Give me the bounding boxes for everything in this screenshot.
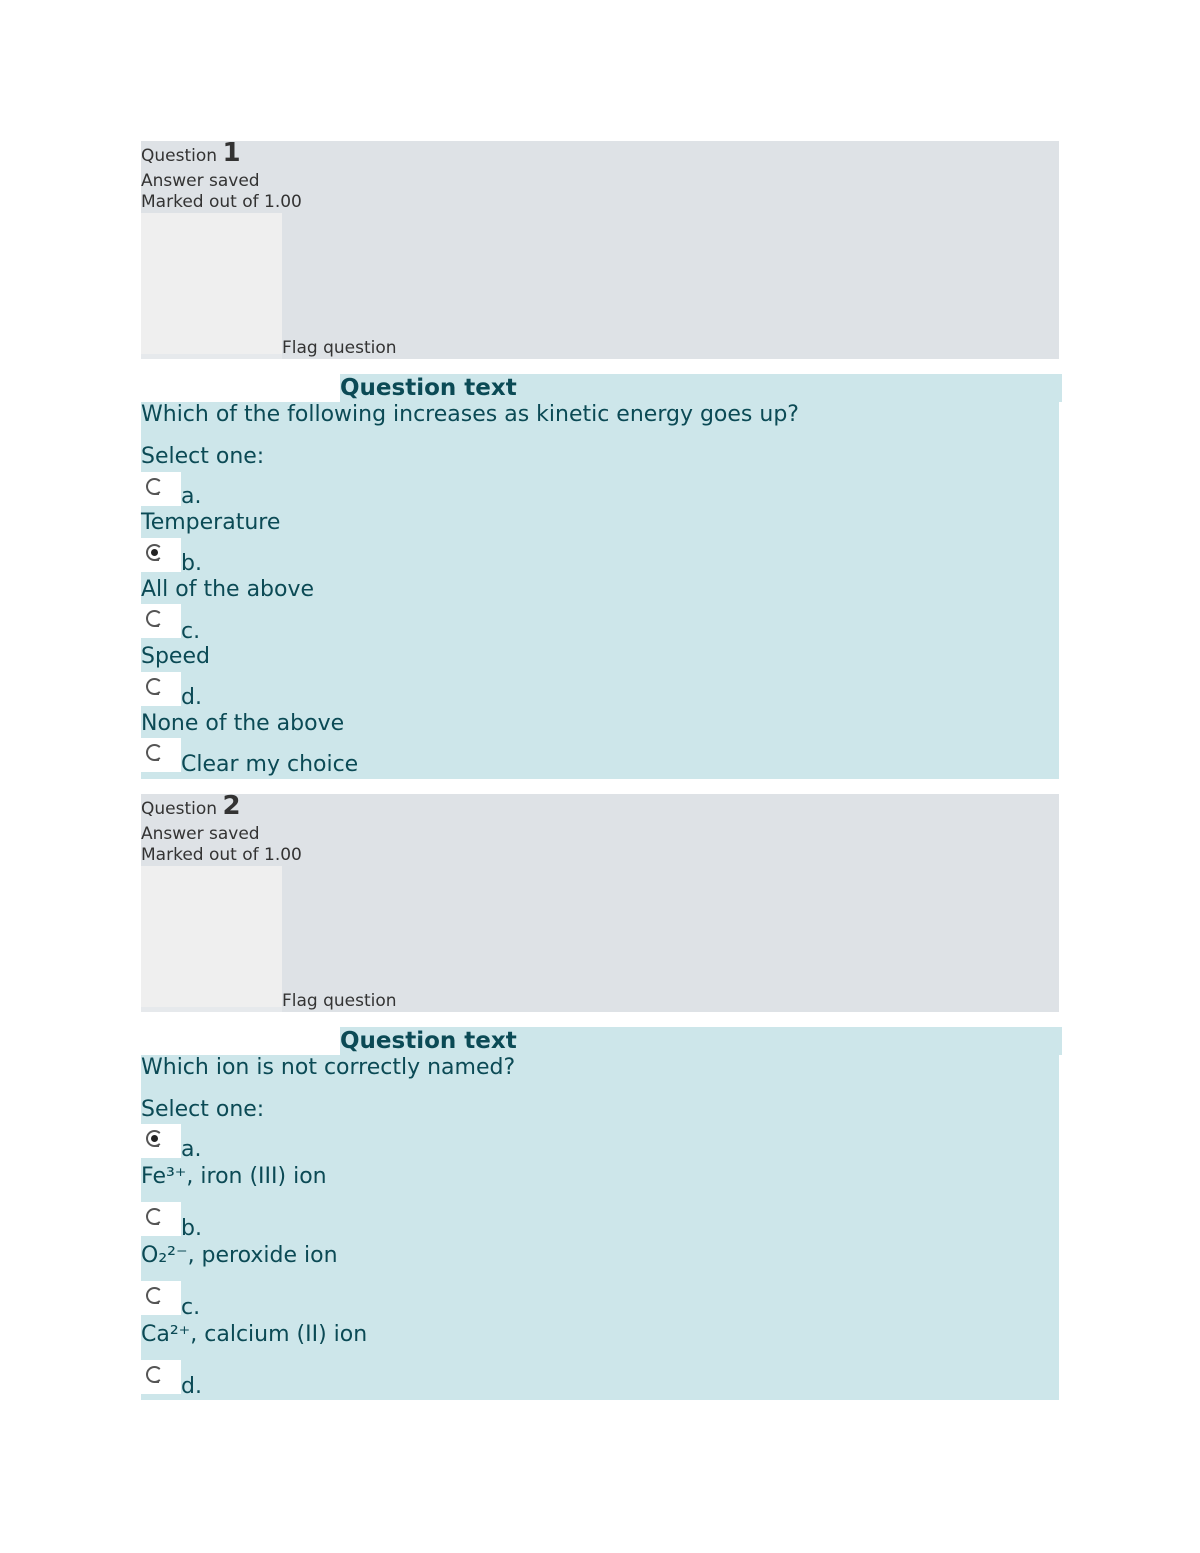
option-c-letter: c. xyxy=(181,619,201,644)
select-one-prompt: Select one: xyxy=(141,1097,265,1122)
option-a-radio[interactable] xyxy=(141,1124,181,1158)
question-1-info xyxy=(141,138,1059,359)
question-text-heading: Question text xyxy=(340,374,1062,402)
question-text: Which of the following increases as kinetic energy goes up? xyxy=(141,402,799,427)
option-d-radio[interactable] xyxy=(141,672,181,706)
option-c-radio[interactable] xyxy=(141,604,181,638)
question-number xyxy=(141,791,241,821)
clear-choice-radio[interactable] xyxy=(141,738,181,772)
radio-mark xyxy=(154,1302,159,1304)
question-number xyxy=(141,138,241,168)
option-a-text[interactable]: Temperature xyxy=(141,510,281,535)
option-c-text[interactable]: Speed xyxy=(141,644,210,669)
flag-question-link[interactable]: Flag question xyxy=(282,338,397,358)
grade-info: Marked out of 1.00 xyxy=(141,845,302,865)
radio-mark xyxy=(154,759,159,761)
option-b-letter: b. xyxy=(181,551,202,576)
option-c-radio[interactable] xyxy=(141,1281,181,1315)
question-text: Which ion is not correctly named? xyxy=(141,1055,516,1080)
question-text-heading: Question text xyxy=(340,1027,1062,1055)
flag-divider xyxy=(141,354,282,359)
question-2-info xyxy=(141,791,1059,1012)
radio-mark xyxy=(154,1145,159,1147)
radio-mark xyxy=(154,493,159,495)
radio-mark xyxy=(154,693,159,695)
title-spacer xyxy=(141,1027,340,1055)
question-2-content xyxy=(141,1027,1059,1400)
question-number-value: 1 xyxy=(222,138,241,168)
select-one-prompt: Select one: xyxy=(141,444,265,469)
option-b-radio[interactable] xyxy=(141,1202,181,1236)
flag-icon[interactable] xyxy=(141,866,282,1007)
flag-question-link[interactable]: Flag question xyxy=(282,991,397,1011)
option-a-radio[interactable] xyxy=(141,472,181,506)
flag-divider xyxy=(141,1007,282,1012)
answer-state: Answer saved xyxy=(141,824,260,844)
answer-state: Answer saved xyxy=(141,171,260,191)
radio-mark xyxy=(154,1223,159,1225)
radio-selected-dot xyxy=(151,1135,158,1142)
radio-mark xyxy=(154,1381,159,1383)
option-d-letter: d. xyxy=(181,685,202,710)
option-d-letter: d. xyxy=(181,1374,202,1399)
radio-mark xyxy=(154,625,159,627)
option-d-text[interactable]: None of the above xyxy=(141,711,345,736)
radio-selected-dot xyxy=(151,549,158,556)
clear-my-choice-link[interactable]: Clear my choice xyxy=(181,752,359,777)
question-1-content xyxy=(141,374,1059,779)
grade-info: Marked out of 1.00 xyxy=(141,192,302,212)
title-spacer xyxy=(141,374,340,402)
option-a-letter: a. xyxy=(181,484,202,509)
option-b-text[interactable]: O₂²⁻, peroxide ion xyxy=(141,1243,338,1268)
option-c-letter: c. xyxy=(181,1295,201,1320)
option-a-text[interactable]: Fe³⁺, iron (III) ion xyxy=(141,1164,327,1189)
option-b-letter: b. xyxy=(181,1216,202,1241)
option-a-letter: a. xyxy=(181,1137,202,1162)
option-b-text[interactable]: All of the above xyxy=(141,577,315,602)
option-c-text[interactable]: Ca²⁺, calcium (II) ion xyxy=(141,1322,368,1347)
question-label: Question xyxy=(141,146,218,166)
radio-mark xyxy=(154,559,159,561)
option-b-radio[interactable] xyxy=(141,538,181,572)
flag-icon[interactable] xyxy=(141,213,282,354)
question-label: Question xyxy=(141,799,218,819)
question-number-value: 2 xyxy=(222,791,241,821)
option-d-radio[interactable] xyxy=(141,1360,181,1394)
